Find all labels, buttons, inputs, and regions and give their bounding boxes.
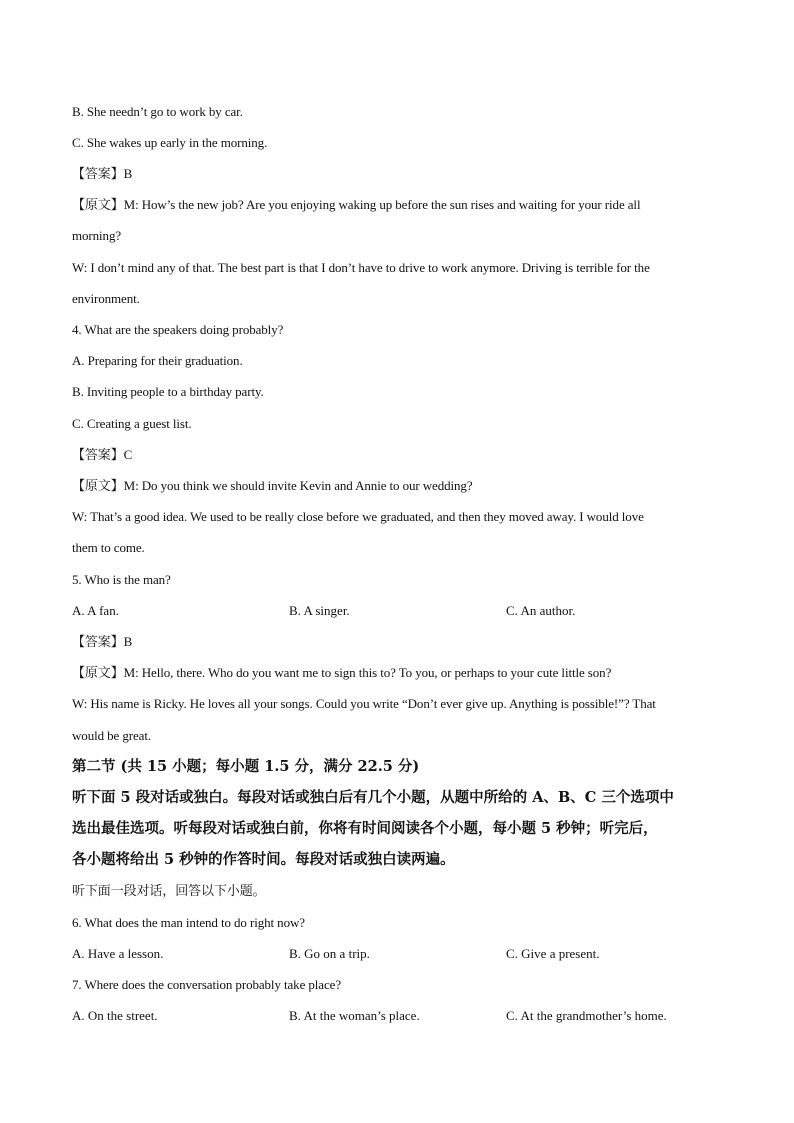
q5-answer: B: [123, 634, 133, 649]
q3-answer: B: [123, 166, 133, 181]
q3-transcript-w-1: W: I don’t mind any of that. The best part is that I don’t have to drive to work anymore. Driving is terrible for the: [72, 260, 650, 275]
q5-transcript-w-1: W: His name is Ricky. He loves all your songs. Could you write “Don’t ever give up. Anything is possible!”? That: [72, 696, 656, 711]
q4-option-a: A. Preparing for their graduation.: [72, 353, 243, 368]
q7-option-a: A. On the street.: [72, 1008, 158, 1023]
q4-transcript-w-1: W: That’s a good idea. We used to be really close before we graduated, and then they moved away. I would love: [72, 509, 644, 524]
section2-instruction-3: 各小题将给出 5 秒钟的作答时间。每段对话或独白读两遍。: [72, 851, 455, 868]
q5-option-c: C. An author.: [506, 603, 576, 618]
q6-question: 6. What does the man intend to do right now?: [72, 915, 305, 930]
q3-option-c: C. She wakes up early in the morning.: [72, 135, 268, 150]
answer-tag: 【答案】: [72, 448, 124, 463]
q6-option-b: B. Go on a trip.: [289, 946, 370, 961]
q4-transcript-w-2: them to come.: [72, 540, 145, 555]
transcript-tag: 【原文】: [72, 666, 124, 681]
q5-transcript-m-1: [72, 665, 611, 682]
q5-transcript-w-2: would be great.: [72, 728, 152, 743]
q5-answer-line: [72, 634, 132, 651]
q5-question: 5. Who is the man?: [72, 572, 171, 587]
section2-instruction-1: 听下面 5 段对话或独白。每段对话或独白后有几个小题，从题中所给的 A、B、C 三个选项中: [72, 789, 674, 806]
q4-transcript-m-1: [72, 478, 473, 495]
answer-tag: 【答案】: [72, 635, 124, 650]
q4-option-b: B. Inviting people to a birthday party.: [72, 384, 264, 399]
section2-instruction-2: 选出最佳选项。听每段对话或独白前，你将有时间阅读各个小题，每小题 5 秒钟；听完后，: [72, 820, 658, 837]
q4-answer: C: [123, 447, 133, 462]
q7-option-c: C. At the grandmother’s home.: [506, 1008, 667, 1023]
q7-question: 7. Where does the conversation probably take place?: [72, 977, 341, 992]
q4-option-c: C. Creating a guest list.: [72, 416, 192, 431]
q3-transcript-m-text: M: How’s the new job? Are you enjoying waking up before the sun rises and waiting for your ride all: [123, 197, 641, 212]
transcript-tag: 【原文】: [72, 198, 124, 213]
q5-option-a: A. A fan.: [72, 603, 119, 618]
answer-tag: 【答案】: [72, 167, 124, 182]
q5-option-b: B. A singer.: [289, 603, 350, 618]
q3-transcript-m-1: [72, 197, 640, 214]
q4-transcript-m-text: M: Do you think we should invite Kevin and Annie to our wedding?: [123, 478, 473, 493]
q7-option-b: B. At the woman’s place.: [289, 1008, 420, 1023]
q4-answer-line: [72, 447, 132, 464]
transcript-tag: 【原文】: [72, 479, 124, 494]
q6-option-c: C. Give a present.: [506, 946, 600, 961]
q3-transcript-w-2: environment.: [72, 291, 140, 306]
q5-transcript-m-text: M: Hello, there. Who do you want me to sign this to? To you, or perhaps to your cute little son?: [123, 665, 612, 680]
q6-option-a: A. Have a lesson.: [72, 946, 164, 961]
q4-question: 4. What are the speakers doing probably?: [72, 322, 284, 337]
q3-transcript-m-2: morning?: [72, 228, 122, 243]
q3-answer-line: [72, 166, 132, 183]
q3-option-b: B. She needn’t go to work by car.: [72, 104, 243, 119]
section2-heading: 第二节 (共 15 小题；每小题 1.5 分，满分 22.5 分): [72, 758, 420, 775]
dialogue-intro: 听下面一段对话，回答以下小题。: [72, 884, 266, 899]
